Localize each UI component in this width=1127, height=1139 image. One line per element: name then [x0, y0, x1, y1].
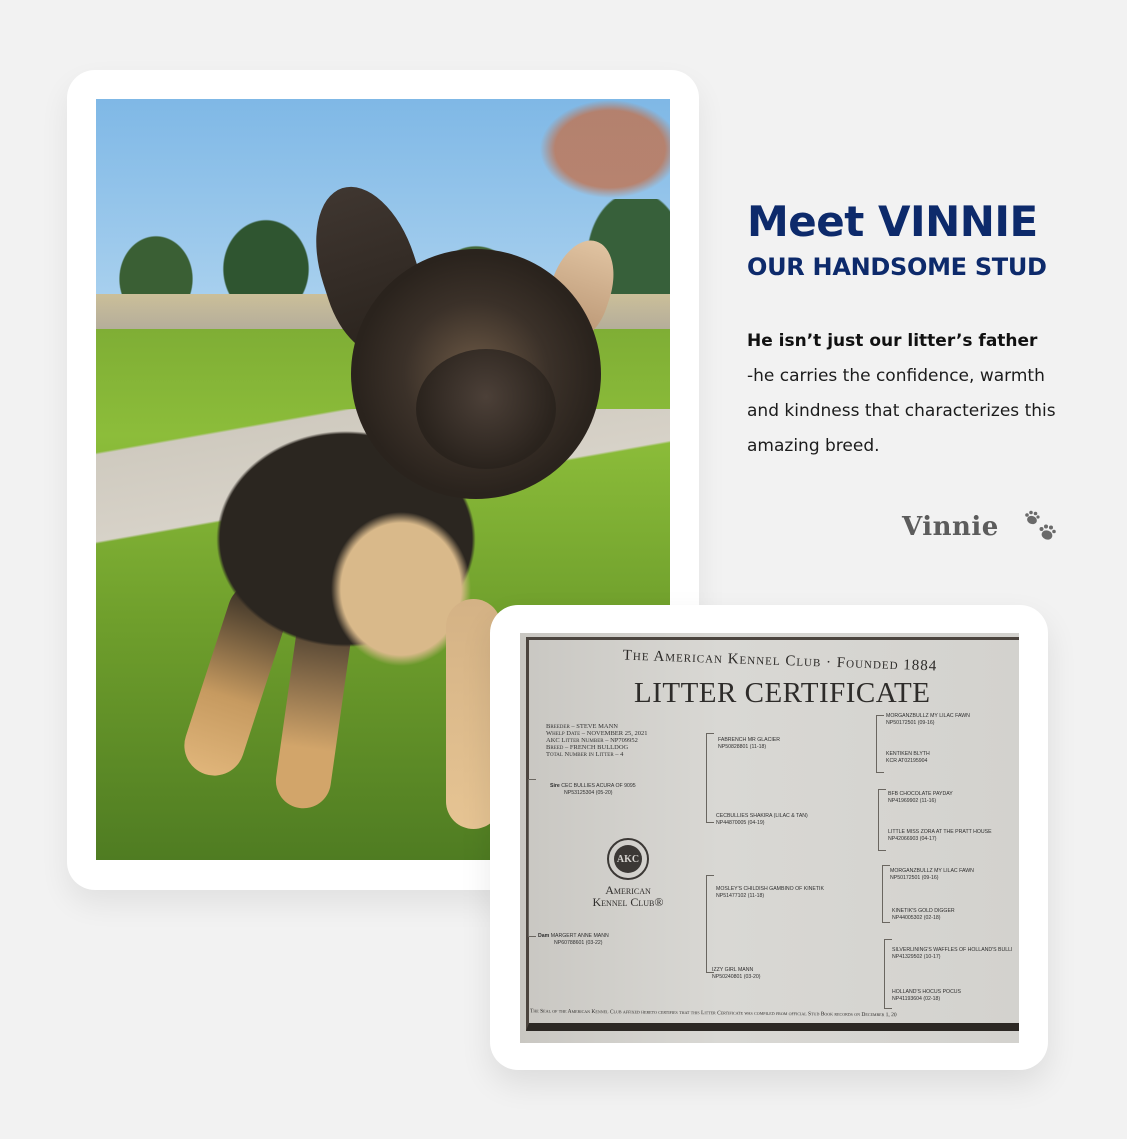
body-line: -he carries the confidence, warmth — [747, 366, 1045, 386]
grandparent-name: CECBULLIES SHAKIRA (LILAC & TAN) — [716, 813, 808, 819]
pedigree-bracket — [528, 779, 536, 937]
pedigree-bracket — [878, 789, 886, 851]
great-grandparent-entry — [886, 751, 930, 764]
detail-line: Breeder – STEVE MANN — [546, 723, 618, 730]
intro-text-block — [747, 198, 1107, 464]
body-line: and kindness that characterizes this — [747, 401, 1056, 421]
grandparent-name: FABRENCH MR GLACIER — [718, 737, 780, 743]
dog-muzzle — [416, 349, 556, 469]
great-grandparent-name: MORGANZBULLZ MY LILAC FAWN — [890, 868, 974, 874]
dam-entry — [538, 933, 609, 946]
sire-entry — [550, 783, 636, 796]
sire-name: CEC BULLIES ACURA OF 9095 — [561, 783, 636, 789]
sire-label: Sire — [550, 783, 560, 789]
grandparent-reg: NP44870005 (04-19) — [716, 819, 765, 826]
great-grandparent-reg: NP41193604 (02-18) — [892, 995, 941, 1002]
great-grandparent-name: SILVERLINING'S WAFFLES OF HOLLAND'S BULLI — [892, 947, 1013, 953]
pedigree-bracket — [876, 715, 884, 773]
dam-name: MARGERT ANNE MANN — [550, 933, 609, 939]
akc-name-line: Kennel Club® — [592, 895, 664, 909]
great-grandparent-name: MORGANZBULLZ MY LILAC FAWN — [886, 713, 970, 719]
dam-label: Dam — [538, 933, 550, 939]
grandparent-entry — [712, 967, 760, 980]
litter-certificate-image — [520, 633, 1019, 1043]
pedigree-bracket — [706, 733, 714, 823]
great-grandparent-reg: NP50172501 (09-16) — [890, 874, 939, 881]
great-grandparent-name: KINETIK'S GOLD DIGGER — [892, 908, 955, 914]
grandparent-entry — [716, 813, 808, 826]
akc-seal-text: AKC — [614, 845, 642, 873]
litter-certificate-card — [490, 605, 1048, 1070]
grandparent-reg: NP51477102 (11-18) — [716, 892, 765, 899]
body-text — [747, 359, 1097, 464]
akc-seal-icon — [607, 838, 649, 880]
great-grandparent-reg: KCR AT02195904 — [886, 757, 928, 764]
great-grandparent-name: KENTIKEN BLYTH — [886, 751, 930, 757]
detail-line: Total Number in Litter – 4 — [546, 751, 624, 758]
page-title: Meet VINNIE — [747, 197, 1038, 246]
certificate-title: LITTER CERTIFICATE — [634, 677, 931, 709]
detail-line: Breed – FRENCH BULLDOG — [546, 744, 629, 751]
certificate-footer: The Seal of the American Kennel Club affixed hereto certifies that this Litter Certificate was compiled from official Stud Book records on December 1, 20 — [529, 1008, 897, 1019]
grandparent-entry — [716, 886, 824, 899]
paw-prints-icon — [1023, 510, 1059, 544]
sire-reg: NP53125304 (05-20) — [564, 789, 613, 796]
signature-name: Vinnie — [902, 512, 999, 542]
grandparent-name: IZZY GIRL MANN — [712, 967, 754, 973]
grandparent-reg: NP50828801 (11-18) — [718, 743, 767, 750]
great-grandparent-entry — [892, 989, 961, 1002]
grandparent-entry — [718, 737, 780, 750]
great-grandparent-reg: NP50172501 (09-16) — [886, 719, 935, 726]
great-grandparent-reg: NP41969902 (11-16) — [888, 797, 937, 804]
pedigree-bracket — [882, 865, 890, 923]
great-grandparent-reg: NP41329502 (10-17) — [892, 953, 941, 960]
signature — [902, 510, 1059, 544]
certificate-details — [546, 723, 706, 758]
akc-name — [568, 884, 688, 908]
great-grandparent-reg: NP42066903 (04-17) — [888, 835, 937, 842]
akc-name-line: American — [605, 883, 651, 897]
great-grandparent-name: LITTLE MISS ZORA AT THE PRATT HOUSE — [888, 829, 992, 835]
pedigree-bracket — [706, 875, 714, 973]
great-grandparent-entry — [886, 713, 970, 726]
photo-autumn-foliage — [480, 99, 670, 229]
great-grandparent-reg: NP44005302 (02-18) — [892, 914, 941, 921]
detail-line: Whelp Date – NOVEMBER 25, 2021 — [546, 730, 648, 737]
great-grandparent-name: HOLLAND'S HOCUS POCUS — [892, 989, 962, 995]
great-grandparent-entry — [888, 791, 953, 804]
great-grandparent-entry — [888, 829, 992, 842]
great-grandparent-entry — [890, 868, 974, 881]
lead-text: He isn’t just our litter’s father — [747, 331, 1038, 351]
akc-logo — [568, 838, 688, 908]
dam-reg: NP60788601 (03-22) — [554, 939, 603, 946]
great-grandparent-name: BFB CHOCOLATE PAYDAY — [888, 791, 953, 797]
certificate-header: The American Kennel Club · Founded 1884 — [622, 647, 938, 675]
grandparent-name: MOSLEY'S CHILDISH GAMBINO OF KINETIK — [716, 886, 824, 892]
page-subtitle: OUR HANDSOME STUD — [747, 253, 1047, 281]
body-line: amazing breed. — [747, 436, 880, 456]
detail-line: AKC Litter Number – NP709952 — [546, 737, 638, 744]
pedigree-bracket — [884, 939, 892, 1009]
great-grandparent-entry — [892, 947, 1012, 960]
grandparent-reg: NP50240801 (03-20) — [712, 973, 761, 980]
great-grandparent-entry — [892, 908, 955, 921]
